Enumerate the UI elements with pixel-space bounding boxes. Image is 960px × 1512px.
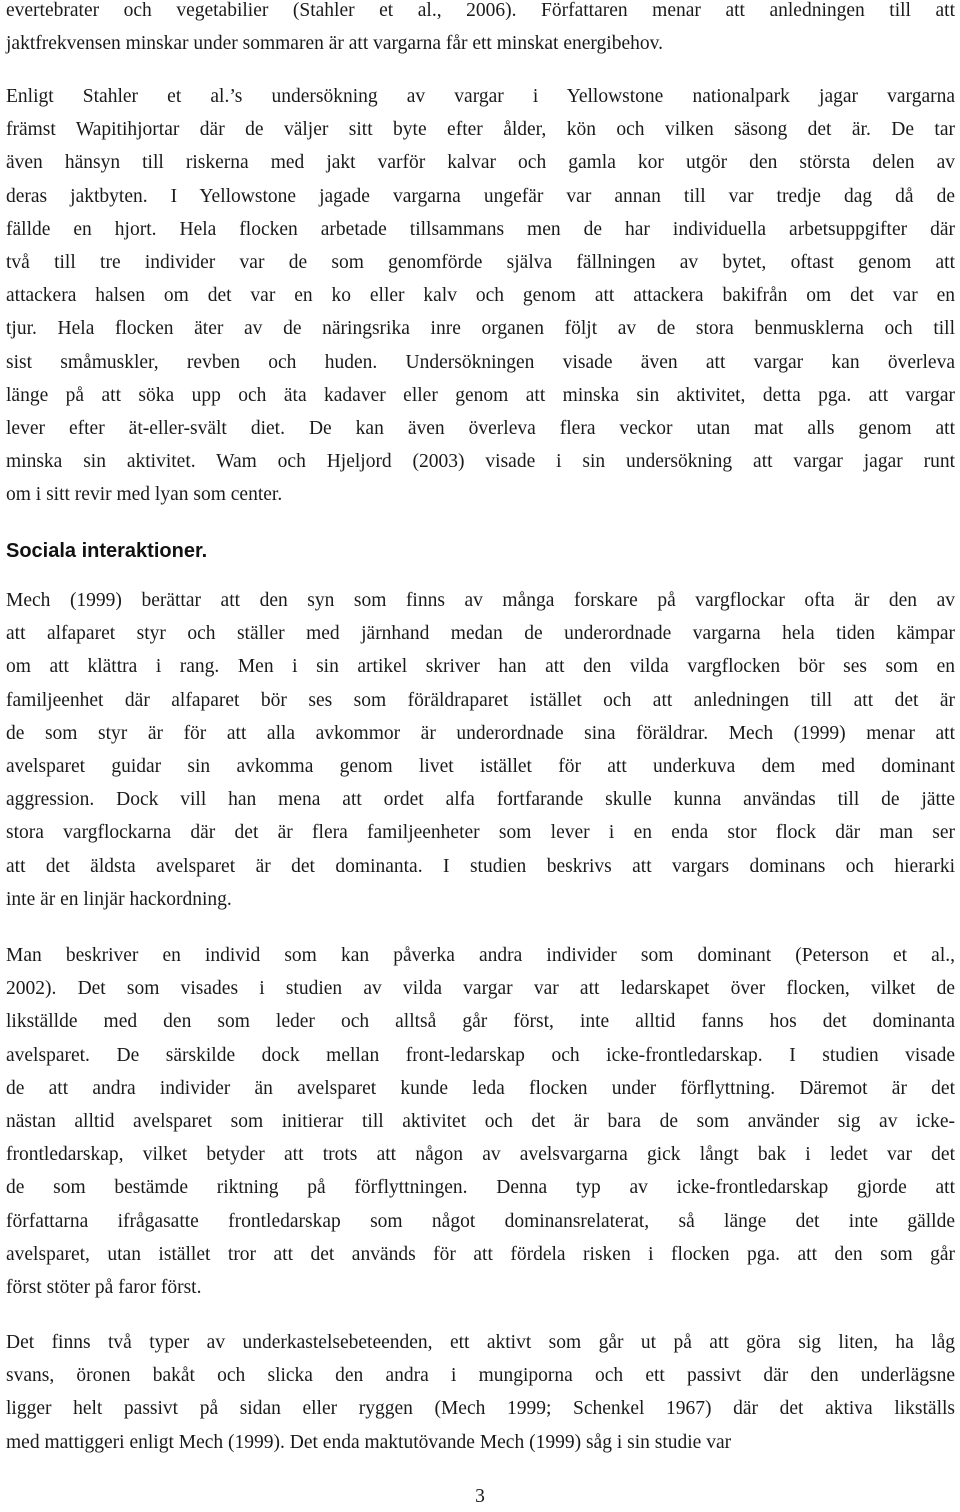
text-line: Man beskriver en individ som kan påverka andra individer som dominant (Peterson et al., [6, 945, 955, 966]
text-line: främst Wapitihjortar där de väljer sitt byte efter ålder, kön och vilken säsong det är. De tar [6, 119, 955, 141]
text-line: nästan alltid avelsparet som initierar till aktivitet och det är bara de som använder sig av icke- [6, 1110, 955, 1132]
text-line: minska sin aktivitet. Wam och Hjeljord (2003) visade i sin undersökning att vargar jagar runt [6, 451, 955, 473]
text-line: stora vargflockarna där det är flera familjeenheter som lever i en enda stor flock där man ser [6, 822, 955, 844]
text-line: avelsparet guidar sin avkomma genom livet istället för att underkuva dem med dominant [6, 755, 955, 777]
paragraph-5 [6, 1326, 955, 1459]
text-line: evertebrater och vegetabilier (Stahler et al., 2006). Författaren menar att anledningen till att [6, 0, 955, 21]
text-line: avelsparet. De särskilde dock mellan front-ledarskap och icke-frontledarskap. I studien visade [6, 1044, 955, 1066]
page-number: 3 [475, 1486, 485, 1507]
text-line: de som styr är för att alla avkommor är underordnade sina föräldrar. Mech (1999) menar att [6, 722, 955, 744]
text-line: Mech (1999) berättar att den syn som finns av många forskare på vargflockar ofta är den av [6, 590, 955, 611]
text-line: aggression. Dock vill han mena att ordet alfa fortfarande skulle kunna användas till de jätte [6, 789, 955, 811]
text-line: två till tre individer var de som genomförde själva fällningen av bytet, oftast genom att [6, 251, 955, 273]
text-line: lever efter ät-eller-svält diet. De kan även överleva flera veckor utan mat alls genom att [6, 417, 955, 439]
paragraph-2 [6, 80, 955, 511]
text-line: likställde med den som leder och alltså går först, inte alltid fanns hos det dominanta [6, 1011, 955, 1033]
text-line: ligger helt passivt på sidan eller ryggen (Mech 1999; Schenkel 1967) där det aktiva likställs [6, 1398, 955, 1420]
text-line: attackera halsen om det var en ko eller kalv och genom att attackera bakifrån om det var en [6, 285, 955, 307]
text-line: om i sitt revir med lyan som center. [6, 484, 283, 506]
text-line: även hänsyn till riskerna med jakt varför kalvar och gamla kor utgör den största delen av [6, 152, 955, 174]
section-heading: Sociala interaktioner. [6, 540, 208, 562]
text-line: om att klättra i rang. Men i sin artikel skriver han att den vilda vargflocken bör ses som en [6, 656, 955, 678]
text-line: jaktfrekvensen minskar under sommaren är att vargarna får ett minskat energibehov. [6, 33, 663, 55]
text-line: länge på att söka upp och äta kadaver eller genom att minska sin aktivitet, detta pga. att vargar [6, 384, 955, 406]
text-line: fällde en hjort. Hela flocken arbetade tillsammans men de har individuella arbetsuppgifter där [6, 218, 955, 240]
paragraph-3 [6, 584, 955, 916]
text-line: tjur. Hela flocken äter av de näringsrika inre organen följt av de stora benmusklerna och till [6, 318, 955, 340]
text-line: att det äldsta avelsparet är det dominanta. I studien beskrivs att vargars dominans och hierarki [6, 855, 955, 877]
text-line: avelsparet, utan istället tror att det används för att fördela risken i flocken pga. att den som går [6, 1243, 955, 1265]
paragraph-1 [6, 0, 955, 60]
text-line: inte är en linjär hackordning. [6, 888, 232, 910]
text-line: författarna ifrågasatte frontledarskap som något dominansrelaterat, så länge det inte gällde [6, 1210, 955, 1232]
text-line: svans, öronen bakåt och slicka den andra i mungiporna och ett passivt där den underlägsne [6, 1365, 955, 1387]
text-line: de som bestämde riktning på förflyttningen. Denna typ av icke-frontledarskap gjorde att [6, 1177, 955, 1199]
text-line: med mattiggeri enligt Mech (1999). Det enda maktutövande Mech (1999) såg i sin studie var [6, 1431, 732, 1453]
text-line: de att andra individer än avelsparet kunde leda flocken under förflyttning. Däremot är det [6, 1077, 955, 1099]
text-line: att alfaparet styr och ställer med järnhand medan de underordnade vargarna hela tiden kämpar [6, 623, 955, 645]
paragraph-4 [6, 939, 955, 1304]
text-line: 2002). Det som visades i studien av vilda vargar var att ledarskapet över flocken, vilket de [6, 978, 955, 1000]
text-line: deras jaktbyten. I Yellowstone jagade vargarna ungefär var annan till var tredje dag då de [6, 185, 955, 207]
text-line: familjeenhet där alfaparet bör ses som föräldraparet istället och att anledningen till att det är [6, 689, 955, 711]
text-line: Det finns två typer av underkastelsebeteenden, ett aktivt som går ut på att göra sig liten, ha låg [6, 1332, 955, 1353]
text-line: sist småmuskler, revben och huden. Undersökningen visade även att vargar kan överleva [6, 351, 955, 373]
text-line: frontledarskap, vilket betyder att trots att någon av avelsvargarna gick långt bak i ledet var det [6, 1144, 955, 1166]
text-line: Enligt Stahler et al.’s undersökning av vargar i Yellowstone nationalpark jagar vargarna [6, 86, 955, 107]
text-line: först stöter på faror först. [6, 1276, 202, 1298]
